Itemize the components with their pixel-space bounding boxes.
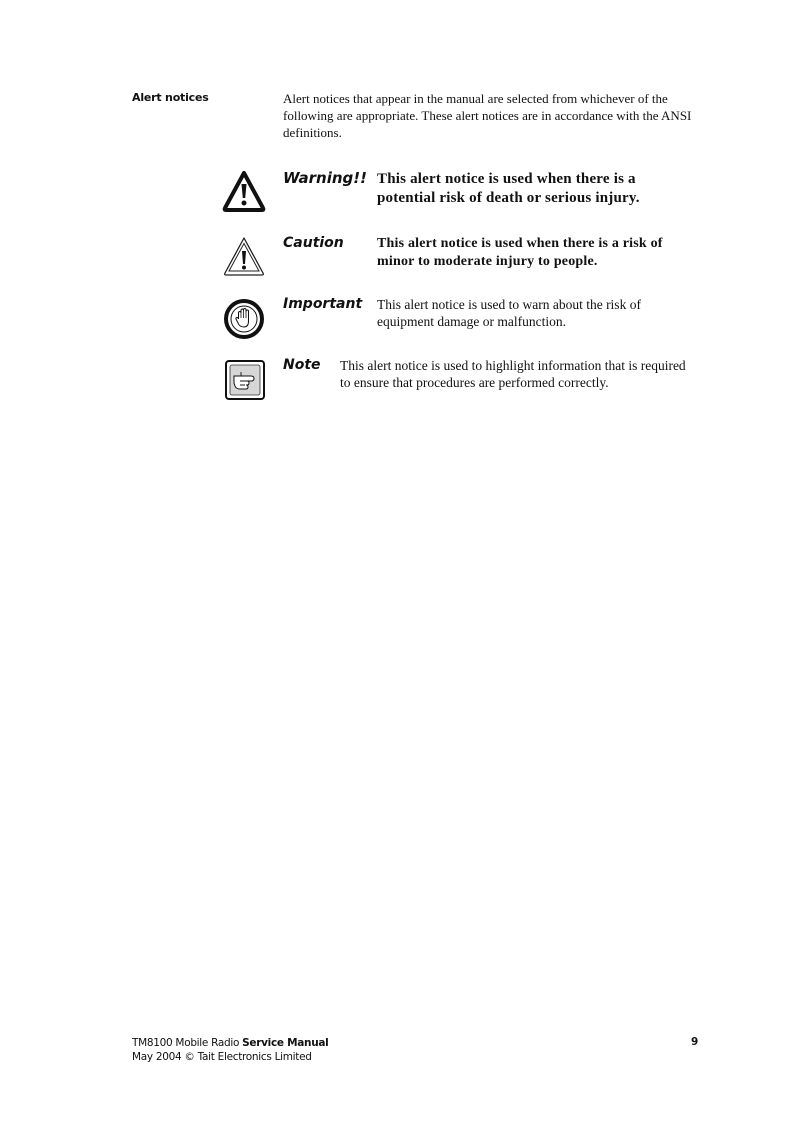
note-label: Note (283, 357, 321, 373)
product-name: TM8100 Mobile Radio (132, 1037, 240, 1049)
manual-type: Service Manual (242, 1037, 329, 1049)
caution-text: This alert notice is used when there is a risk of minor to moderate injury to people. (377, 236, 663, 269)
intro-paragraph: Alert notices that appear in the manual are selected from whichever of the following are appropriate. These alert notices are in accordance with the ANSI definitions. (283, 91, 692, 140)
pointing-hand-note-icon (224, 359, 266, 401)
footer-left (132, 1036, 328, 1064)
page-number: 9 (691, 1036, 699, 1048)
warning-text: This alert notice is used when there is a potential risk of death or serious injury. (377, 171, 640, 206)
warning-triangle-icon (222, 170, 266, 212)
warning-label: Warning!! (283, 169, 367, 187)
stop-hand-icon (222, 298, 266, 340)
important-text: This alert notice is used to warn about the risk of equipment damage or malfunction. (377, 297, 641, 329)
section-heading: Alert notices (132, 91, 209, 104)
important-label: Important (283, 296, 363, 312)
note-text: This alert notice is used to highlight information that is required to ensure that procedures are performed correctly. (340, 358, 686, 390)
caution-label: Caution (283, 235, 344, 251)
footer-title-line (132, 1036, 328, 1050)
caution-triangle-icon (222, 235, 266, 277)
footer-copyright: May 2004 © Tait Electronics Limited (132, 1051, 312, 1063)
